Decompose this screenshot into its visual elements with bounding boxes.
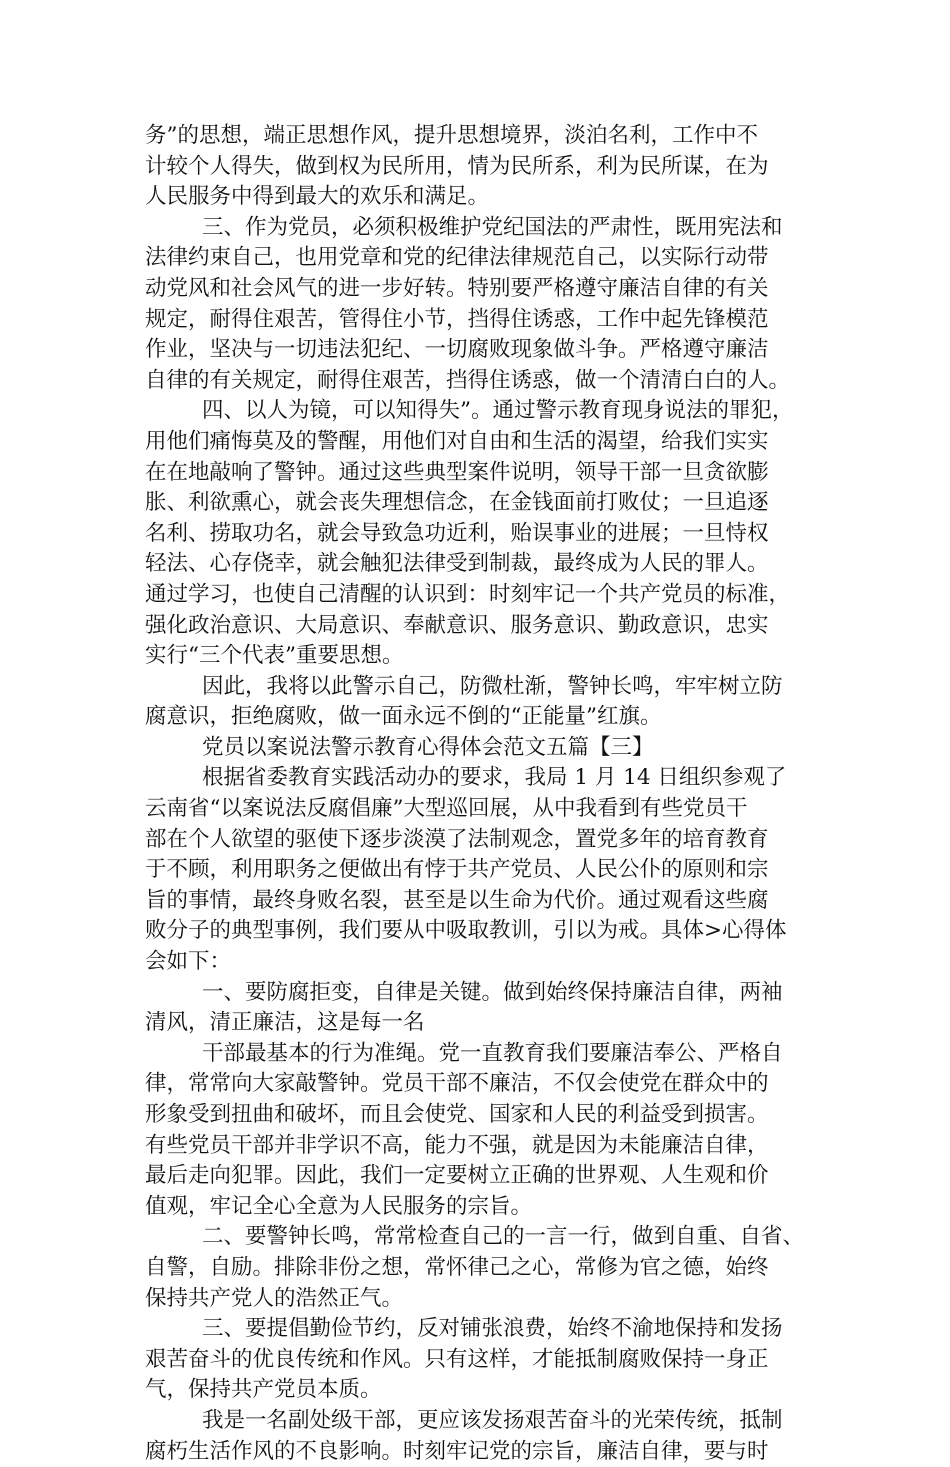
text-line: 规定，耐得住艰苦，管得住小节，挡得住诱惑，工作中起先锋模范 xyxy=(145,306,769,332)
text-line: 清风，清正廉洁，这是每一名 xyxy=(145,1010,425,1036)
text-line: 计较个人得失，做到权为民所用，情为民所系，利为民所谋，在为 xyxy=(145,153,769,179)
text-line: 名利、捞取功名，就会导致急功近利，贻误事业的进展；一旦恃权 xyxy=(145,520,769,546)
text-line: 值观，牢记全心全意为人民服务的宗旨。 xyxy=(145,1193,533,1219)
text-line: 艰苦奋斗的优良传统和作风。只有这样，才能抵制腐败保持一身正 xyxy=(145,1346,769,1372)
text-line: 党员以案说法警示教育心得体会范文五篇【三】 xyxy=(202,734,654,760)
text-line: 有些党员干部并非学识不高，能力不强，就是因为未能廉洁自律， xyxy=(145,1132,769,1158)
text-line: 腐意识，拒绝腐败，做一面永远不倒的“正能量”红旗。 xyxy=(145,704,662,730)
text-line: 腐朽生活作风的不良影响。时刻牢记党的宗旨，廉洁自律，要与时 xyxy=(145,1438,769,1464)
text-line: 强化政治意识、大局意识、奉献意识、服务意识、勤政意识，忠实 xyxy=(145,612,769,638)
text-line: 根据省委教育实践活动办的要求，我局 1 月 14 日组织参观了 xyxy=(202,765,787,791)
text-line: 会如下： xyxy=(145,949,232,975)
text-line: 动党风和社会风气的进一步好转。特别要严格遵守廉洁自律的有关 xyxy=(145,275,769,301)
text-line: 四、以人为镜，可以知得失”。通过警示教育现身说法的罪犯， xyxy=(202,398,794,424)
text-line: 干部最基本的行为准绳。党一直教育我们要廉洁奉公、严格自 xyxy=(202,1040,783,1066)
text-line: 我是一名副处级干部，更应该发扬艰苦奋斗的光荣传统，抵制 xyxy=(202,1407,783,1433)
text-line: 因此，我将以此警示自己，防微杜渐，警钟长鸣，牢牢树立防 xyxy=(202,673,783,699)
text-line: 二、要警钟长鸣，常常检查自己的一言一行，做到自重、自省、 xyxy=(202,1224,805,1250)
text-line: 三、作为党员，必须积极维护党纪国法的严肃性，既用宪法和 xyxy=(202,214,783,240)
text-line: 部在个人欲望的驱使下逐步淡漠了法制观念，置党多年的培育教育 xyxy=(145,826,769,852)
text-line: 在在地敲响了警钟。通过这些典型案件说明，领导干部一旦贪欲膨 xyxy=(145,459,769,485)
text-line: 律，常常向大家敲警钟。党员干部不廉洁，不仅会使党在群众中的 xyxy=(145,1071,769,1097)
text-line: 旨的事情，最终身败名裂，甚至是以生命为代价。通过观看这些腐 xyxy=(145,887,769,913)
text-line: 败分子的典型事例，我们要从中吸取教训，引以为戒。具体>心得体 xyxy=(145,918,787,944)
text-line: 法律约束自己，也用党章和党的纪律法律规范自己，以实际行动带 xyxy=(145,245,769,271)
text-line: 务”的思想，端正思想作风，提升思想境界，淡泊名利，工作中不 xyxy=(145,123,758,148)
text-line: 通过学习，也使自己清醒的认识到：时刻牢记一个共产党员的标准， xyxy=(145,581,791,607)
text-line: 云南省“以案说法反腐倡廉”大型巡回展，从中我看到有些党员干 xyxy=(145,796,748,822)
text-line: 气，保持共产党员本质。 xyxy=(145,1377,382,1403)
text-line: 胀、利欲熏心，就会丧失理想信念，在金钱面前打败仗；一旦追逐 xyxy=(145,490,769,516)
text-line: 轻法、心存侥幸，就会触犯法律受到制裁，最终成为人民的罪人。 xyxy=(145,551,769,577)
text-line: 作业，坚决与一切违法犯纪、一切腐败现象做斗争。严格遵守廉洁 xyxy=(145,337,769,363)
text-line: 最后走向犯罪。因此，我们一定要树立正确的世界观、人生观和价 xyxy=(145,1163,769,1189)
text-line: 形象受到扭曲和破坏，而且会使党、国家和人民的利益受到损害。 xyxy=(145,1102,769,1127)
text-line: 一、要防腐拒变，自律是关键。做到始终保持廉洁自律，两袖 xyxy=(202,979,783,1005)
text-line: 人民服务中得到最大的欢乐和满足。 xyxy=(145,184,490,210)
text-line: 于不顾，利用职务之便做出有悖于共产党员、人民公仆的原则和宗 xyxy=(145,857,769,883)
text-line: 自律的有关规定，耐得住艰苦，挡得住诱惑，做一个清清白白的人。 xyxy=(145,367,791,393)
text-line: 保持共产党人的浩然正气。 xyxy=(145,1285,404,1311)
text-line: 三、要提倡勤俭节约，反对铺张浪费，始终不渝地保持和发扬 xyxy=(202,1316,783,1342)
text-line: 用他们痛悔莫及的警醒，用他们对自由和生活的渴望，给我们实实 xyxy=(145,428,769,454)
document-body xyxy=(145,121,810,1467)
text-line: 实行“三个代表”重要思想。 xyxy=(145,643,404,669)
text-line: 自警，自励。排除非份之想，常怀律己之心，常修为官之德，始终 xyxy=(145,1254,769,1280)
